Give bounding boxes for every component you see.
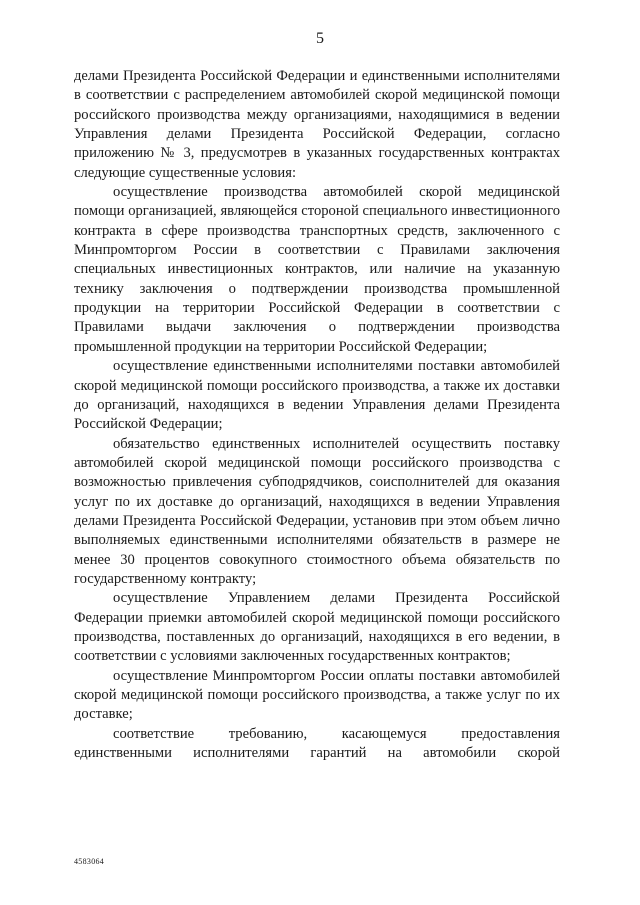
paragraph-acceptance-condition: осуществление Управлением делами Президента Российской Федерации приемки автомобилей скорой медицинской помощи российского производства, поставленных до организаций, находящихся в его ведении, в соответствии с условиями заключенных государственных контрактов;: [74, 590, 560, 665]
paragraph-subcontractor-condition: обязательство единственных исполнителей осуществить поставку автомобилей скорой медицинской помощи российского производства с возможностью привлечения субподрядчиков, соисполнителей для оказания услуг по их доставке до организаций, находящихся в ведении Управления делами Президента Российской Федерации, установив при этом объем лично выполняемых единственными исполнителями обязательств в размере не менее 30 процентов совокупного стоимостного объема обязательств по государственному контракту;: [74, 435, 560, 587]
document-code: 4583064: [74, 857, 105, 866]
page-number: 5: [316, 30, 324, 47]
paragraph-delivery-condition: осуществление единственными исполнителями поставки автомобилей скорой медицинской помощи российского производства, а также их доставки до организаций, находящихся в ведении Управления делами Президента Российской Федерации;: [74, 358, 560, 433]
document-body: [74, 67, 560, 763]
paragraph-guarantee-condition: соответствие требованию, касающемуся предоставления единственными исполнителями гарантий на автомобили скорой: [74, 725, 560, 762]
paragraph-payment-condition: осуществление Минпромторгом России оплаты поставки автомобилей скорой медицинской помощи российского производства, а также услуг по их доставке;: [74, 667, 560, 723]
paragraph-continuation: делами Президента Российской Федерации и единственными исполнителями в соответствии с распределением автомобилей скорой медицинской помощи российского производства между организациями, находящимися в ведении Управления делами Президента Российской Федерации, согласно приложению № 3, предусмотрев в указанных государственных контрактах следующие существенные условия:: [74, 68, 560, 181]
paragraph-production-condition: осуществление производства автомобилей скорой медицинской помощи организацией, являющейся стороной специального инвестиционного контракта в сфере производства транспортных средств, заключенного с Минпромторгом России в соответствии с Правилами заключения специальных инвестиционных контрактов, или наличие на указанную технику заключения о подтверждении производства промышленной продукции на территории Российской Федерации в соответствии с Правилами выдачи заключения о подтверждении производства промышленной продукции на территории Российской Федерации;: [74, 184, 560, 355]
